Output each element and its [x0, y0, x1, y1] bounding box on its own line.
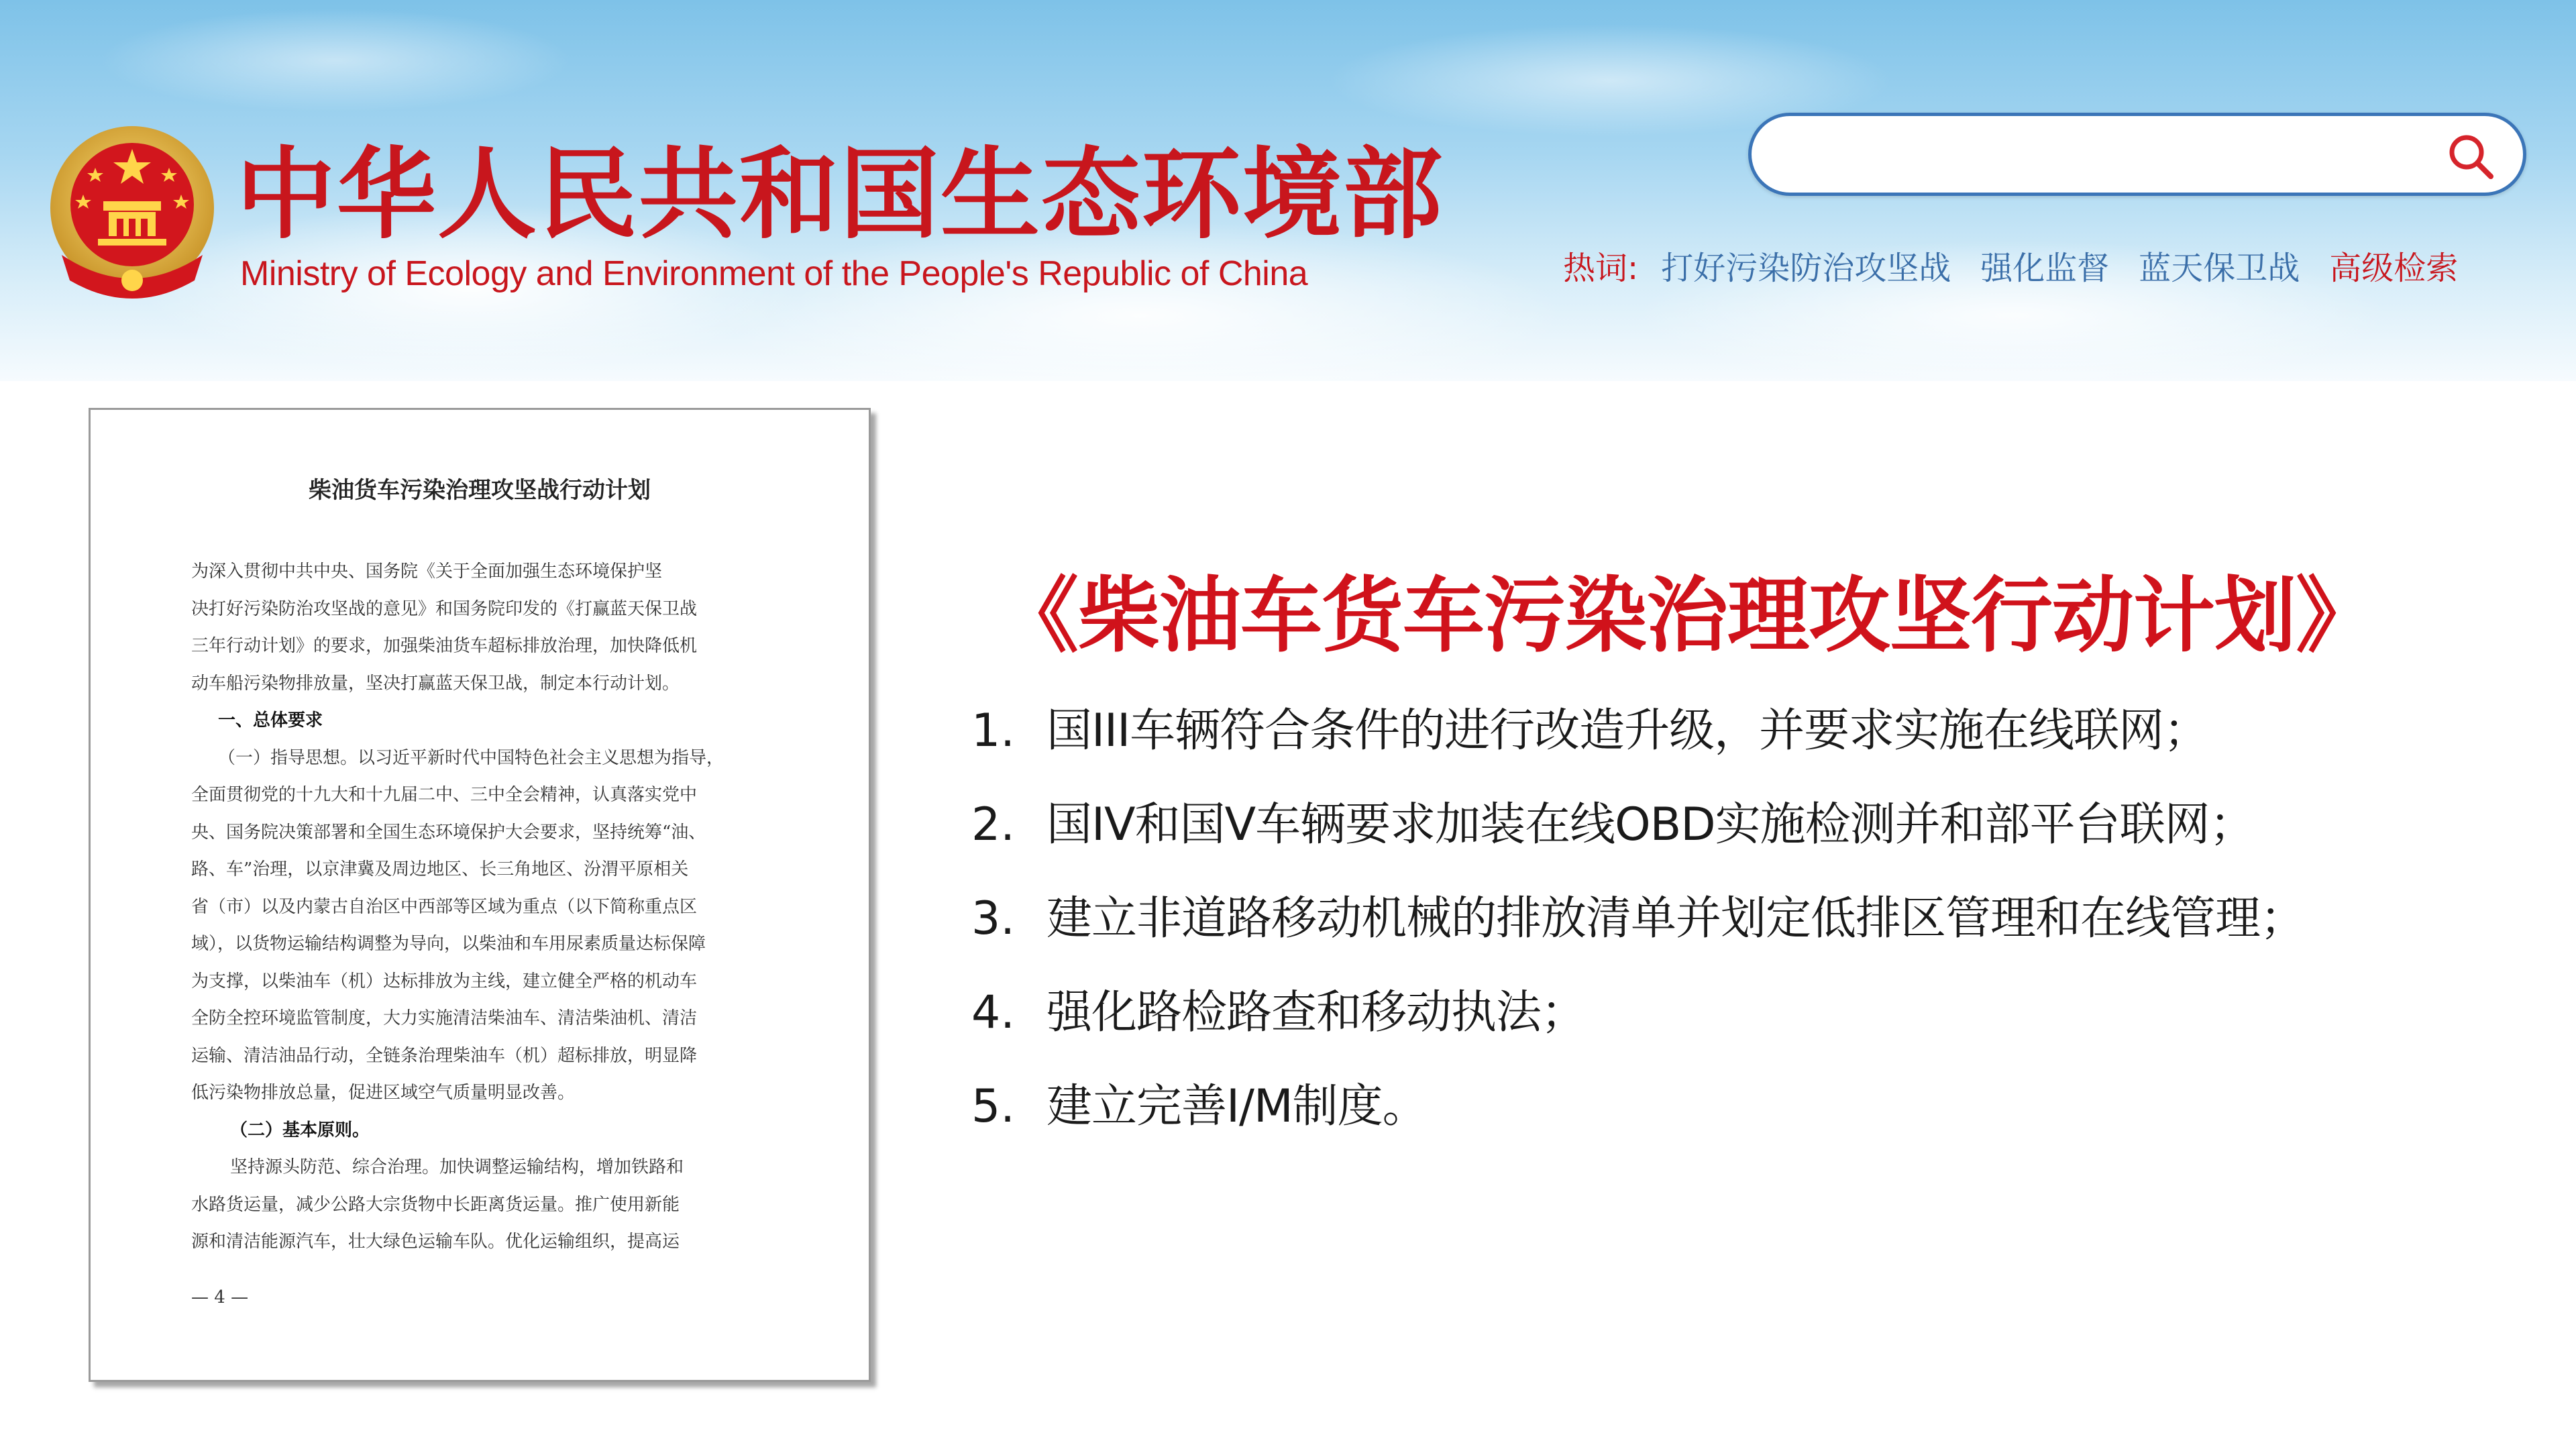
list-item [971, 885, 2548, 979]
list-item-text: 国III车辆符合条件的进行改造升级，并要求实施在线联网； [1046, 704, 2209, 757]
document-line: 全防全控环境监管制度，大力实施清洁柴油车、清洁柴油机、清洁 [191, 1008, 698, 1028]
document-line: 低污染物排放总量，促进区域空气质量明显改善。 [191, 1083, 576, 1103]
search-input[interactable] [1778, 128, 2425, 183]
document-line: 为深入贯彻中共中央、国务院《关于全面加强生态环境保护坚 [191, 561, 663, 582]
ministry-name-english[interactable]: Ministry of Ecology and Environment of the People's Republic of China [240, 254, 1308, 293]
document-line: 坚持源头防范、综合治理。加快调整运输结构，增加铁路和 [230, 1157, 684, 1177]
list-item [971, 1073, 2548, 1167]
document-line: 全面贯彻党的十九大和十九届二中、三中全会精神，认真落实党中 [191, 785, 698, 805]
plan-list [971, 698, 2548, 1167]
ministry-name-chinese[interactable]: 中华人民共和国生态环境部 [236, 137, 1444, 252]
document-line: 域），以货物运输结构调整为导向，以柴油和车用尿素质量达标保障 [191, 934, 706, 954]
plan-title: 《柴油车货车污染治理攻坚行动计划》 [997, 568, 2377, 663]
document-line: 动车船污染物排放量，坚决打赢蓝天保卫战，制定本行动计划。 [191, 673, 680, 694]
document-line: 为支撑，以柴油车（机）达标排放为主线，建立健全严格的机动车 [191, 971, 698, 991]
search-box [1748, 113, 2526, 196]
document-page-image [89, 408, 871, 1382]
list-item-number: 1. [971, 704, 1015, 757]
document-line: 三年行动计划》的要求，加强柴油货车超标排放治理，加快降低机 [191, 636, 698, 656]
document-page-number: — 4 — [191, 1287, 249, 1307]
hotword-link[interactable]: 打好污染防治攻坚战 [1661, 249, 1951, 287]
document-heading: （二）基本原则。 [230, 1120, 370, 1140]
hotwords-label: 热词: [1563, 249, 1639, 287]
document-body [191, 553, 782, 1261]
document-line: 水路货运量，减少公路大宗货物中长距离货运量。推广使用新能 [191, 1194, 680, 1215]
list-item-text: 建立完善I/M制度。 [1046, 1080, 1428, 1133]
search-icon[interactable] [2445, 131, 2496, 182]
list-item-number: 2. [971, 798, 1015, 851]
hotwords-bar [1563, 241, 2458, 288]
national-emblem-icon [42, 121, 223, 309]
list-item [971, 979, 2548, 1073]
document-heading: 一、总体要求 [218, 710, 323, 731]
document-line: 省（市）以及内蒙古自治区中西部等区域为重点（以下简称重点区 [191, 896, 698, 917]
document-line: 运输、清洁油品行动，全链条治理柴油车（机）超标排放，明显降 [191, 1045, 698, 1066]
advanced-search-link[interactable]: 高级检索 [2329, 249, 2459, 287]
document-line: 路、车”治理，以京津冀及周边地区、长三角地区、汾渭平原相关 [191, 859, 689, 879]
list-item [971, 698, 2548, 792]
list-item-number: 3. [971, 892, 1015, 945]
list-item-number: 4. [971, 986, 1015, 1039]
list-item-number: 5. [971, 1080, 1015, 1133]
hotword-link[interactable]: 强化监督 [1980, 249, 2110, 287]
site-header [0, 0, 2576, 381]
document-line: 源和清洁能源汽车，壮大绿色运输车队。优化运输组织，提高运 [191, 1232, 680, 1252]
document-line: （一）指导思想。以习近平新时代中国特色社会主义思想为指导， [218, 747, 724, 768]
list-item-text: 建立非道路移动机械的排放清单并划定低排区管理和在线管理； [1046, 892, 2306, 945]
hotword-link[interactable]: 蓝天保卫战 [2139, 249, 2300, 287]
list-item [971, 792, 2548, 885]
document-line: 决打好污染防治攻坚战的意见》和国务院印发的《打赢蓝天保卫战 [191, 598, 698, 619]
document-line: 央、国务院决策部署和全国生态环境保护大会要求，坚持统筹“油、 [191, 822, 706, 843]
list-item-text: 国IV和国V车辆要求加装在线OBD实施检测并和部平台联网； [1046, 798, 2255, 851]
document-title: 柴油货车污染治理攻坚战行动计划 [309, 477, 651, 504]
list-item-text: 强化路检路查和移动执法； [1046, 986, 1587, 1039]
